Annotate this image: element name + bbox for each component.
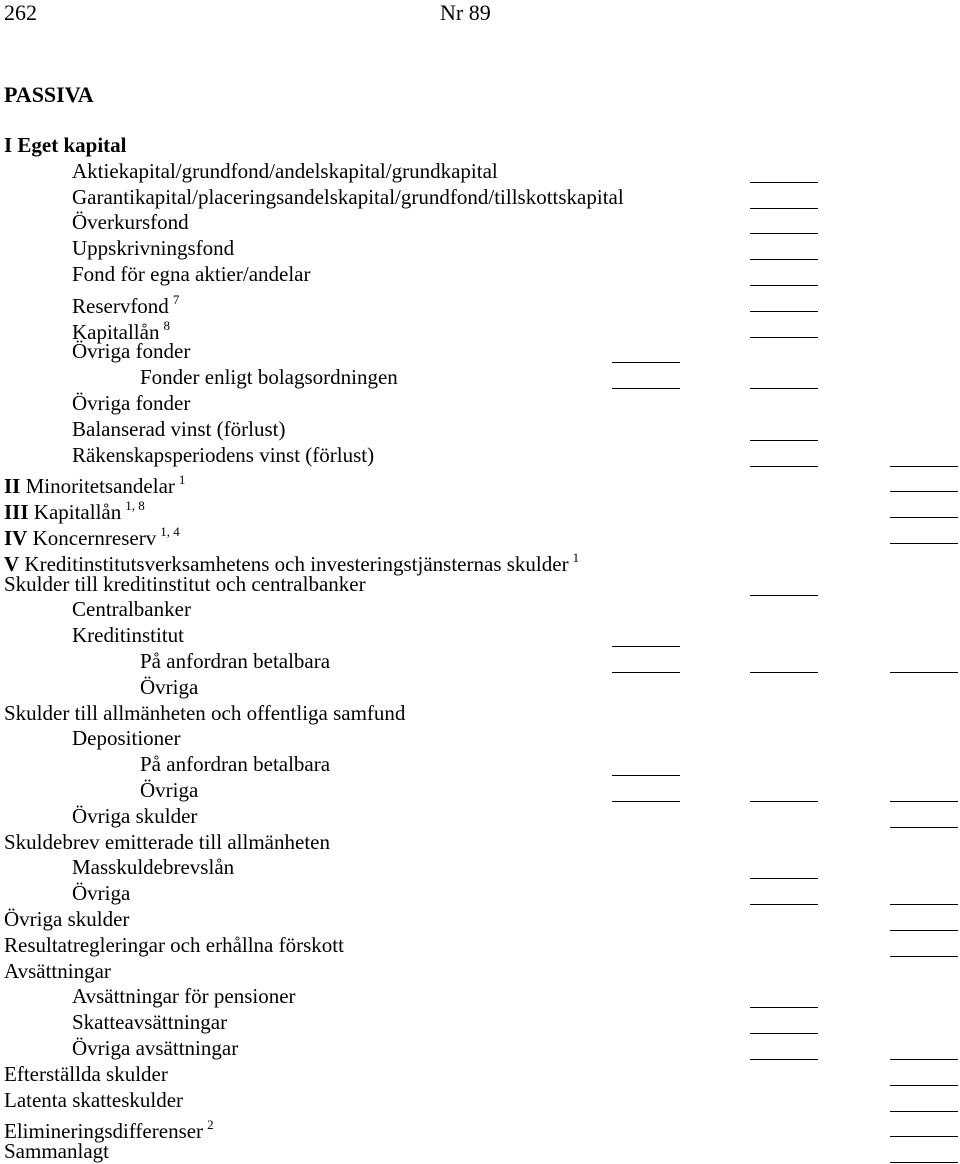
table-row [0, 932, 960, 958]
footnote-marker: 1 [178, 472, 186, 488]
row-label: Resultatregleringar och erhållna förskott [4, 932, 344, 957]
row-label: Övriga fonder [72, 391, 191, 415]
table-row [0, 906, 960, 932]
row-label: Övriga avsättningar [72, 1036, 239, 1060]
roman-numeral: IV [4, 526, 28, 550]
row-label: Fond för egna aktier/andelar [72, 262, 311, 286]
row-label: Aktiekapital/grundfond/andelskapital/grundkapital [72, 158, 498, 183]
table-row [0, 545, 960, 576]
table-row [0, 467, 960, 499]
row-label: Övriga [140, 778, 199, 802]
row-label: Övriga [140, 674, 199, 699]
row-label: På anfordran betalbara [140, 752, 331, 777]
table-row [0, 880, 960, 906]
row-label: Reservfond $^7$ [72, 291, 180, 318]
footnote-marker: 1, 4 [160, 524, 180, 539]
amount-blank-line[interactable] [890, 1162, 958, 1163]
table-row [0, 338, 960, 364]
row-label: Efterställda skulder [4, 1061, 168, 1086]
footnote-marker: 1 [572, 549, 580, 565]
row-label: Masskuldebrevslån [72, 855, 235, 880]
table-row [0, 1061, 960, 1087]
row-label: Räkenskapsperiodens vinst (förlust) [72, 442, 375, 467]
row-label: I Eget kapital [4, 133, 127, 157]
row-label: Skulder till kreditinstitut och centralbanker [4, 571, 366, 596]
row-label: På anfordran betalbara [140, 649, 331, 673]
table-row [0, 158, 960, 184]
row-label: Övriga skulder [4, 907, 130, 931]
table-row [0, 313, 960, 344]
footnote-marker: 1, 8 [125, 498, 145, 514]
table-row [0, 1087, 960, 1113]
footnote-marker: 8 [163, 317, 170, 333]
row-label: Garantikapital/placeringsandelskapital/grundfond/tillskottskapital [72, 184, 624, 209]
table-row [0, 364, 960, 390]
table-row [0, 829, 960, 855]
roman-numeral: III [4, 500, 29, 525]
row-label: III Kapitallån $^{1, 8}$ [4, 498, 145, 525]
table-row [0, 674, 960, 700]
table-row [0, 442, 960, 468]
page-number: 262 [4, 0, 37, 25]
table-row [0, 1112, 960, 1144]
row-label: Övriga [72, 881, 131, 906]
table-row [0, 596, 960, 622]
table-row [0, 493, 960, 525]
row-label: II Minoritetsandelar $^1$ [4, 472, 186, 499]
table-row [0, 184, 960, 210]
row-label: Depositioner [72, 726, 181, 751]
roman-numeral: V [4, 551, 20, 576]
table-row [0, 1138, 960, 1164]
row-label: Övriga skulder [72, 803, 198, 828]
row-label: Avsättningar [4, 958, 111, 983]
footnote-marker: 2 [207, 1117, 214, 1133]
row-label: Övriga fonder [72, 339, 191, 364]
table-row [0, 209, 960, 235]
row-label: Sammanlagt [4, 1139, 109, 1164]
row-label: Centralbanker [72, 597, 191, 622]
table-row [0, 132, 960, 158]
table-row [0, 261, 960, 287]
table-row [0, 751, 960, 777]
table-row [0, 725, 960, 751]
table-row [0, 235, 960, 261]
row-label: Elimineringsdifferenser $^2$ [4, 1117, 214, 1144]
table-row [0, 983, 960, 1009]
document-reference: Nr 89 [440, 0, 491, 25]
table-row [0, 700, 960, 726]
row-label: IV Koncernreserv $^{1, 4}$ [4, 524, 180, 550]
table-row [0, 854, 960, 880]
table-row [0, 390, 960, 416]
row-label: V Kreditinstitutsverksamhetens och investeringstjänsternas skulder $^1$ [4, 549, 580, 576]
footnote-marker: 7 [172, 291, 180, 307]
row-label: Fonder enligt bolagsordningen [140, 365, 398, 390]
row-label: Skuldebrev emitterade till allmänheten [4, 829, 330, 854]
table-row [0, 519, 960, 550]
row-label: Balanserad vinst (förlust) [72, 416, 286, 441]
row-label: Kapitallån $^8$ [72, 317, 170, 344]
row-label: Överkursfond [72, 210, 189, 235]
table-row [0, 958, 960, 984]
table-row [0, 1009, 960, 1035]
table-row [0, 803, 960, 829]
row-label: Skulder till allmänheten och offentliga samfund [4, 700, 406, 725]
section-title: PASSIVA [4, 82, 94, 107]
row-label: Uppskrivningsfond [72, 236, 235, 261]
row-label: Skatteavsättningar [72, 1010, 228, 1035]
table-row [0, 571, 960, 597]
table-row [0, 622, 960, 648]
table-row [0, 1035, 960, 1061]
table-row [0, 287, 960, 318]
row-label: Kreditinstitut [72, 623, 184, 648]
table-row [0, 777, 960, 803]
row-label: Avsättningar för pensioner [72, 984, 296, 1009]
table-row [0, 648, 960, 674]
row-label: Latenta skatteskulder [4, 1087, 184, 1112]
table-row [0, 416, 960, 442]
roman-numeral: II [4, 474, 21, 499]
